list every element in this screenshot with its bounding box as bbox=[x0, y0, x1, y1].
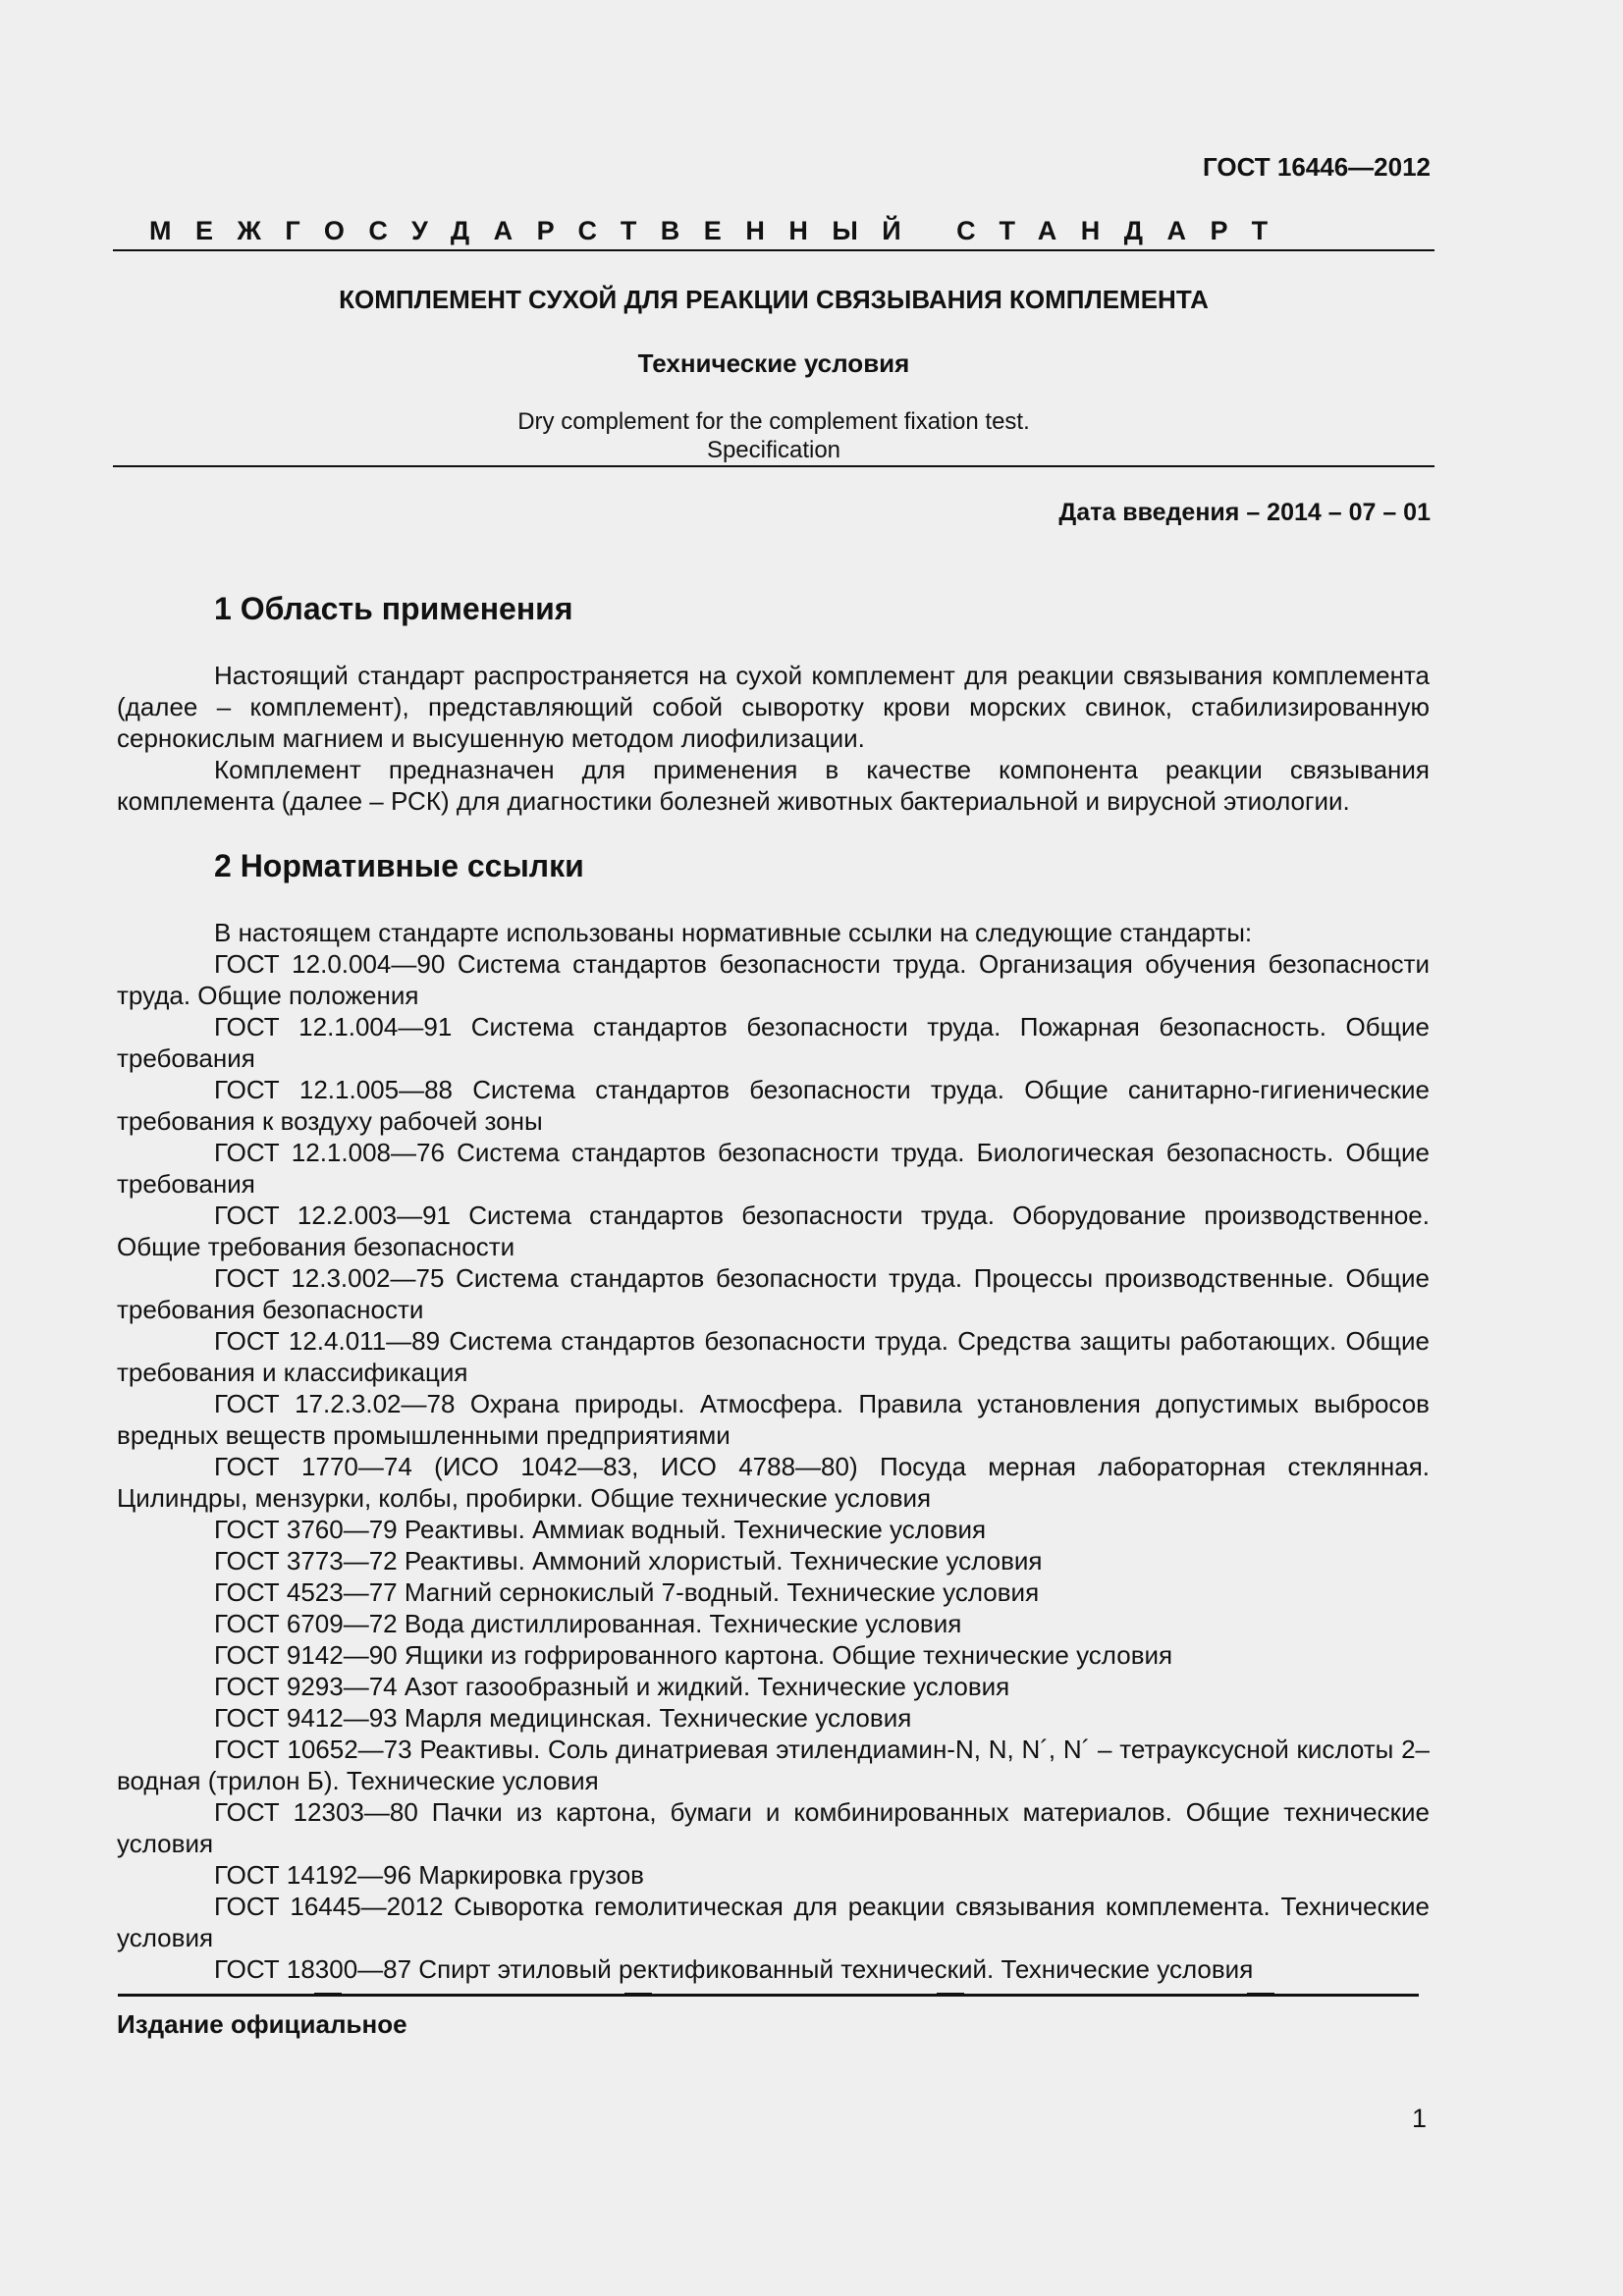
reference-item: ГОСТ 12.2.003—91 Система стандартов безопасности труда. Оборудование производственное. Общие требования безопасности bbox=[117, 1201, 1430, 1261]
footer-rule-mark bbox=[624, 1993, 652, 1997]
reference-item: ГОСТ 1770—74 (ИСО 1042—83, ИСО 4788—80) Посуда мерная лабораторная стеклянная. Цилиндры, мензурки, колбы, пробирки. Общие технические условия bbox=[117, 1452, 1430, 1513]
reference-item: ГОСТ 4523—77 Магний сернокислый 7-водный. Технические условия bbox=[214, 1577, 1040, 1607]
document-title: КОМПЛЕМЕНТ СУХОЙ ДЛЯ РЕАКЦИИ СВЯЗЫВАНИЯ КОМПЛЕМЕНТА bbox=[339, 285, 1209, 314]
section2-intro: В настоящем стандарте использованы нормативные ссылки на следующие стандарты: bbox=[214, 918, 1253, 947]
reference-item: ГОСТ 9412—93 Марля медицинская. Технические условия bbox=[214, 1703, 912, 1733]
header-rule bbox=[113, 249, 1434, 251]
reference-item: ГОСТ 9142—90 Ящики из гофрированного картона. Общие технические условия bbox=[214, 1640, 1173, 1670]
reference-item: ГОСТ 9293—74 Азот газообразный и жидкий. Технические условия bbox=[214, 1672, 1010, 1701]
reference-item: ГОСТ 12.1.004—91 Система стандартов безопасности труда. Пожарная безопасность. Общие требования bbox=[117, 1012, 1430, 1073]
section1-body bbox=[117, 660, 1430, 817]
date-of-introduction: Дата введения – 2014 – 07 – 01 bbox=[1058, 499, 1431, 526]
footer-rule-mark bbox=[1247, 1993, 1274, 1997]
reference-item: ГОСТ 12303—80 Пачки из картона, бумаги и комбинированных материалов. Общие технические условия bbox=[117, 1797, 1430, 1858]
english-title bbox=[113, 407, 1434, 464]
reference-item: ГОСТ 17.2.3.02—78 Охрана природы. Атмосфера. Правила установления допустимых выбросов вредных веществ промышленными предприятиями bbox=[117, 1389, 1430, 1450]
reference-item: ГОСТ 10652—73 Реактивы. Соль динатриевая этилендиамин-N, N, N´, N´ – тетрауксусной кислоты 2–водная (трилон Б). Технические условия bbox=[117, 1735, 1430, 1795]
reference-item: ГОСТ 18300—87 Спирт этиловый ректификованный технический. Технические условия bbox=[214, 1954, 1254, 1984]
section1-paragraph: Комплемент предназначен для применения в качестве компонента реакции связывания комплемента (далее – РСК) для диагностики болезней животных бактериальной и вирусной этиологии. bbox=[117, 755, 1430, 816]
footer-rule-mark bbox=[937, 1993, 964, 1997]
english-title-line1: Dry complement for the complement fixation test. bbox=[517, 408, 1030, 435]
section2-body bbox=[117, 917, 1430, 1985]
gost-number: ГОСТ 16446—2012 bbox=[1203, 152, 1431, 182]
reference-item: ГОСТ 12.4.011—89 Система стандартов безопасности труда. Средства защиты работающих. Общие требования и классификация bbox=[117, 1326, 1430, 1387]
reference-item: ГОСТ 3773—72 Реактивы. Аммоний хлористый. Технические условия bbox=[214, 1546, 1043, 1575]
footer-rule-mark bbox=[314, 1993, 342, 1997]
reference-item: ГОСТ 14192—96 Маркировка грузов bbox=[214, 1860, 644, 1890]
reference-item: ГОСТ 16445—2012 Сыворотка гемолитическая для реакции связывания комплемента. Технические условия bbox=[117, 1892, 1430, 1952]
english-title-line2: Specification bbox=[706, 437, 841, 463]
official-edition-label: Издание официальное bbox=[117, 2009, 407, 2039]
footer-rule bbox=[118, 1994, 1419, 1997]
section1-paragraph: Настоящий стандарт распространяется на сухой комплемент для реакции связывания комплемента (далее – комплемент), представляющий собой сыворотку крови морских свинок, стабилизированную сернокислым магнием и высушенную методом лиофилизации. bbox=[117, 661, 1430, 753]
title-rule bbox=[113, 465, 1434, 467]
reference-item: ГОСТ 12.1.008—76 Система стандартов безопасности труда. Биологическая безопасность. Общие требования bbox=[117, 1138, 1430, 1199]
reference-item: ГОСТ 3760—79 Реактивы. Аммиак водный. Технические условия bbox=[214, 1515, 987, 1544]
reference-item: ГОСТ 12.3.002—75 Система стандартов безопасности труда. Процессы производственные. Общие требования безопасности bbox=[117, 1263, 1430, 1324]
reference-item: ГОСТ 12.0.004—90 Система стандартов безопасности труда. Организация обучения безопасности труда. Общие положения bbox=[117, 949, 1430, 1010]
page-number: 1 bbox=[1411, 2104, 1427, 2133]
section2-heading: 2 Нормативные ссылки bbox=[214, 848, 584, 883]
section1-heading: 1 Область применения bbox=[214, 591, 573, 626]
reference-item: ГОСТ 6709—72 Вода дистиллированная. Технические условия bbox=[214, 1609, 962, 1638]
reference-item: ГОСТ 12.1.005—88 Система стандартов безопасности труда. Общие санитарно-гигиенические требования к воздуху рабочей зоны bbox=[117, 1075, 1430, 1136]
document-subtitle: Технические условия bbox=[637, 348, 910, 378]
standard-kind-heading: МЕЖГОСУДАРСТВЕННЫЙ СТАНДАРТ bbox=[149, 216, 1292, 245]
